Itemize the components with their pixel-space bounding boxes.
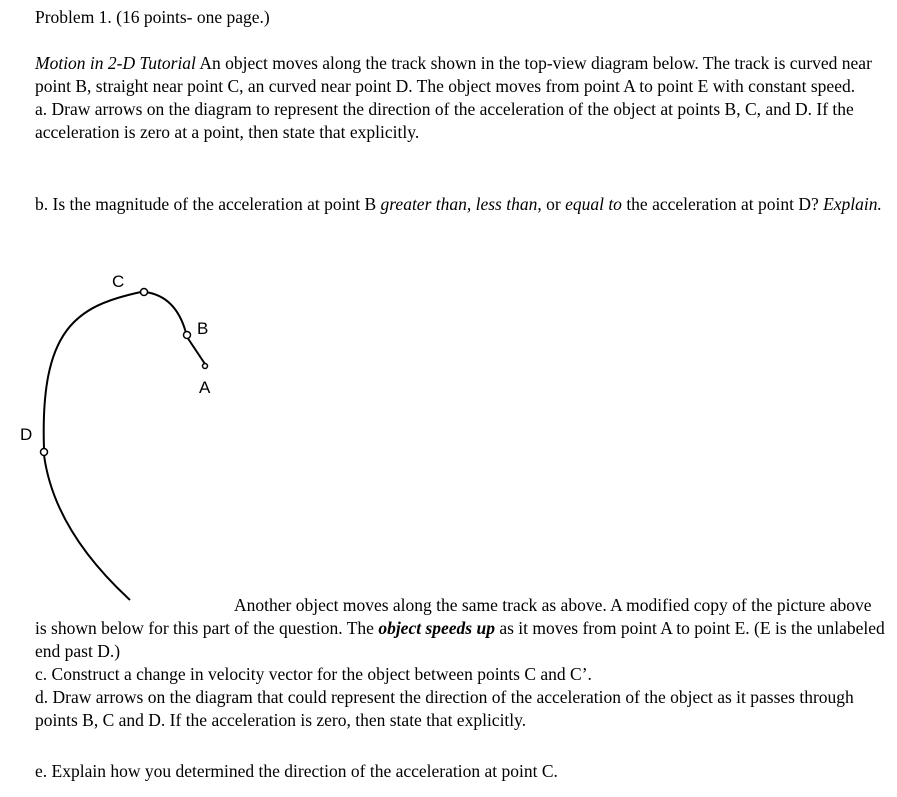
point-d-marker: [41, 449, 48, 456]
part-c-line: c. Construct a change in velocity vector for the object between points C and C’.: [35, 664, 592, 684]
part-a-text: a. Draw arrows on the diagram to represent the direction of the acceleration of the object at points B, C, and D. If the acceleration is zero at a point, then state that explicitly.: [35, 99, 854, 142]
part-c-text-2: as it moves from point A to point E. (E is the unlabeled end past D.): [35, 618, 885, 661]
part-b-italic-3: Explain.: [823, 194, 882, 214]
point-c-marker: [141, 289, 148, 296]
part-b-italic-1: greater than, less than: [380, 194, 538, 214]
track-curve-upper: [44, 292, 141, 449]
part-b-italic-2: equal to: [565, 194, 622, 214]
part-e-text: e. Explain how you determined the direction of the acceleration at point C.: [35, 761, 558, 781]
track-segment-c-b: [145, 292, 186, 333]
part-d-line: d. Draw arrows on the diagram that could represent the direction of the acceleration of the object as it passes through points B, C and D. If the acceleration is zero, then state that explicitly.: [35, 687, 854, 730]
label-d: D: [20, 425, 33, 444]
point-a-marker: [203, 364, 208, 369]
part-b-text-3: the acceleration at point D?: [621, 194, 824, 214]
part-b-text-2: , or: [537, 194, 566, 214]
label-a: A: [199, 378, 211, 397]
point-b-marker: [184, 332, 191, 339]
part-c-bold: object speeds up: [378, 618, 495, 638]
part-c-continuation: [35, 594, 885, 663]
label-b: B: [197, 319, 209, 338]
track-segment-b-a: [187, 337, 205, 364]
label-c: C: [112, 272, 125, 291]
part-c-section: [35, 594, 885, 732]
problem-title: Problem 1. (16 points- one page.): [35, 7, 270, 27]
intro-italic-title: Motion in 2-D Tutorial: [35, 53, 196, 73]
track-curve-lower: [44, 455, 130, 600]
part-b-text-1: b. Is the magnitude of the acceleration at point B: [35, 194, 381, 214]
intro-text: An object moves along the track shown in the top-view diagram below. The track is curved near point B, straight near point C, an curved near point D. The object moves from point A to point E with constant speed.: [35, 53, 872, 96]
part-c-text-1: Another object moves along the same track as above. A modified copy of the picture above is shown below for this part of the question. The: [35, 595, 872, 638]
